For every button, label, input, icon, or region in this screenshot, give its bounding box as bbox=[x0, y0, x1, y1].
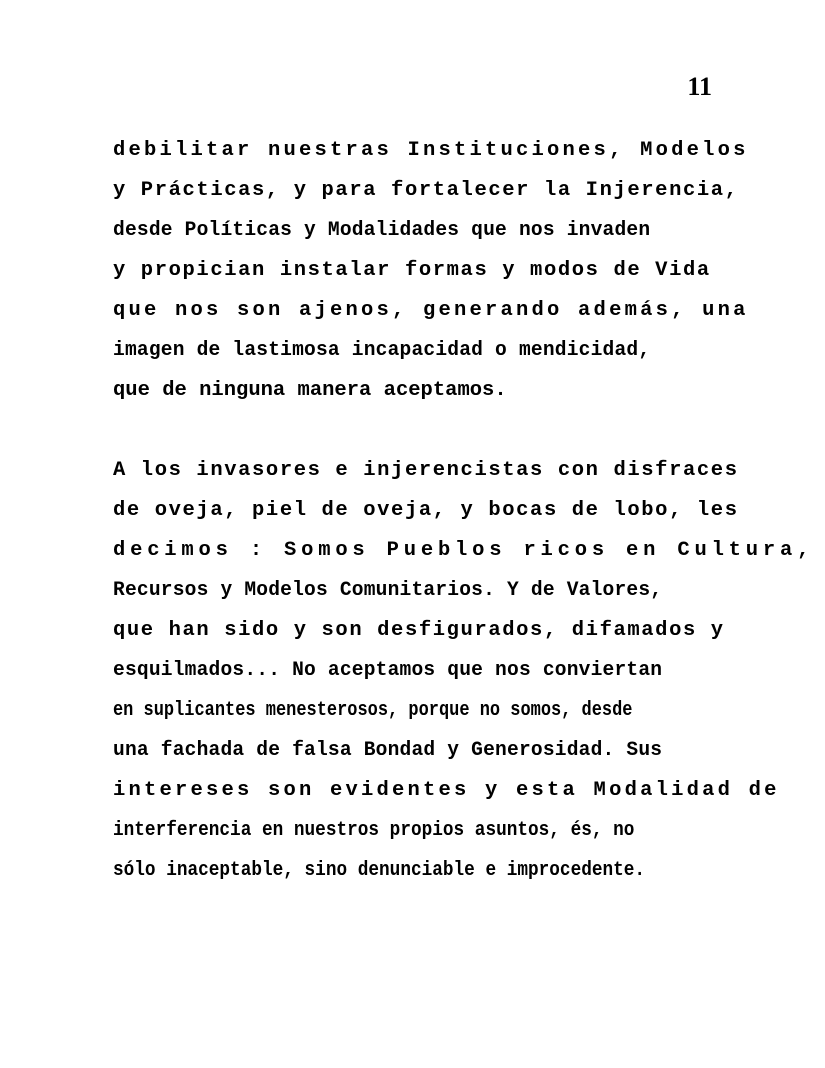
text-line: y Prácticas, y para fortalecer la Injerencia, bbox=[113, 179, 739, 202]
text-line: y propician instalar formas y modos de Vida bbox=[113, 259, 711, 282]
text-line: desde Políticas y Modalidades que nos invaden bbox=[113, 219, 651, 242]
text-line: que de ninguna manera aceptamos. bbox=[113, 379, 507, 402]
text-line: Recursos y Modelos Comunitarios. Y de Valores, bbox=[113, 579, 663, 602]
paragraph-2 bbox=[113, 451, 815, 891]
text-line: debilitar nuestras Instituciones, Modelos bbox=[113, 139, 749, 162]
text-line: intereses son evidentes y esta Modalidad de bbox=[113, 779, 780, 802]
text-line: una fachada de falsa Bondad y Generosidad. Sus bbox=[113, 739, 663, 762]
text-line: sólo inaceptable, sino denunciable e improcedente. bbox=[113, 859, 646, 882]
text-line: de oveja, piel de oveja, y bocas de lobo, les bbox=[113, 499, 739, 522]
text-line: A los invasores e injerencistas con disfraces bbox=[113, 459, 739, 482]
text-line: interferencia en nuestros propios asuntos, és, no bbox=[113, 819, 635, 842]
page-body bbox=[113, 131, 815, 891]
paragraph-1 bbox=[113, 131, 749, 411]
page-number: 11 bbox=[687, 72, 712, 101]
text-line: en suplicantes menesterosos, porque no somos, desde bbox=[113, 699, 633, 722]
text-line: decimos : Somos Pueblos ricos en Cultura, bbox=[113, 539, 815, 562]
text-line: imagen de lastimosa incapacidad o mendicidad, bbox=[113, 339, 651, 362]
text-line: que nos son ajenos, generando además, una bbox=[113, 299, 749, 322]
text-line: que han sido y son desfigurados, difamados y bbox=[113, 619, 725, 642]
text-line: esquilmados... No aceptamos que nos conviertan bbox=[113, 659, 663, 682]
